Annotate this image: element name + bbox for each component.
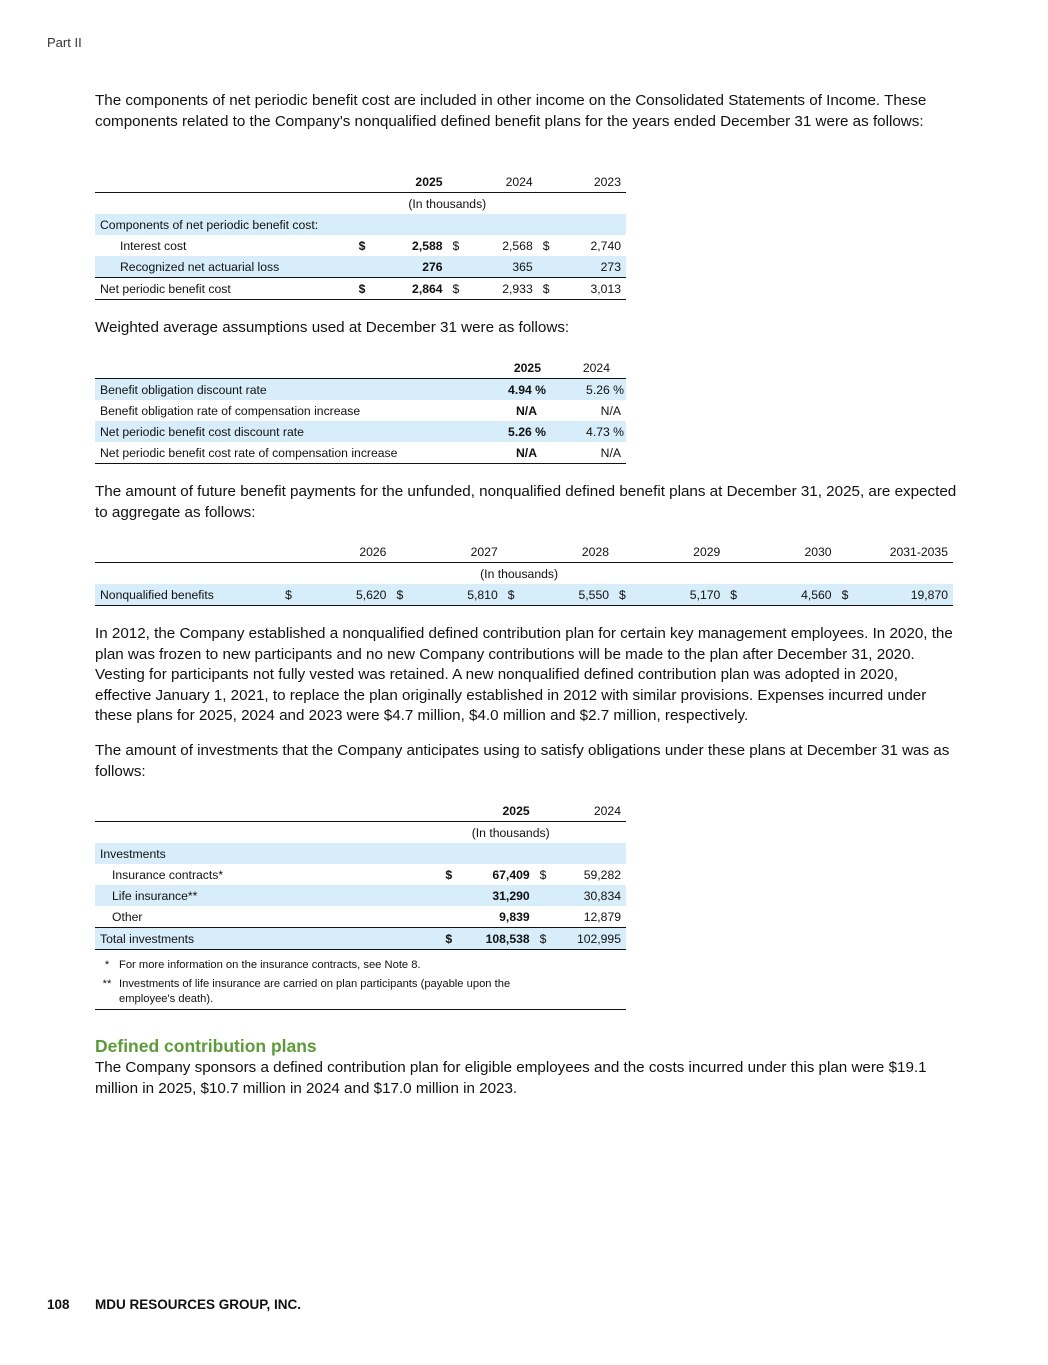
future-payments-table — [95, 541, 953, 606]
row-label: Other — [112, 909, 143, 924]
investments-table — [95, 800, 626, 950]
defined-contribution-paragraph: The Company sponsors a defined contribution plan for eligible employees and the costs incurred under this plan were $19.1 million in 2025, $10.7 million in 2024 and $17.0 million in 2023. — [95, 1059, 927, 1097]
dollar-sign: $ — [440, 928, 457, 950]
year-header: 2023 — [555, 171, 627, 193]
footnote-text: For more information on the insurance contracts, see Note 8. — [119, 959, 421, 971]
dollar-sign: $ — [280, 584, 297, 606]
row-label: Benefit obligation rate of compensation increase — [100, 403, 361, 418]
total-row — [95, 278, 626, 300]
assumptions-table — [95, 357, 626, 464]
cell-value: 5.26 % — [551, 379, 626, 401]
row-label: Insurance contracts* — [112, 867, 224, 882]
cell-value: N/A — [476, 442, 551, 464]
cell-value: 4,560 — [742, 584, 837, 606]
footnote-mark: * — [104, 959, 110, 971]
investments-paragraph: The amount of investments that the Company anticipates using to satisfy obligations under these plans at December 31 was as follows: — [95, 742, 950, 780]
cell-value: 2,864 — [370, 278, 447, 300]
dollar-sign: $ — [391, 584, 408, 606]
row-label: Total investments — [95, 928, 440, 950]
cell-value: 4.94 % — [476, 379, 551, 401]
table-row — [95, 442, 626, 464]
cell-value: N/A — [516, 403, 537, 418]
payments-paragraph: The amount of future benefit payments for the unfunded, nonqualified defined benefit plans at December 31, 2025, are expected to aggregate as follows: — [95, 483, 957, 521]
row-label: Net periodic benefit cost — [95, 278, 354, 300]
units-label: (In thousands) — [408, 196, 487, 211]
cell-value: N/A — [551, 442, 626, 464]
cell-value: 5.26 % — [476, 421, 551, 442]
section-heading: Defined contribution plans — [95, 1036, 317, 1056]
footnote-text: Investments of life insurance are carried on plan participants (payable upon the employee's death). — [119, 978, 511, 1005]
page-number: 108 — [47, 1297, 70, 1312]
dollar-sign: $ — [358, 238, 366, 253]
cell-value: 4.73 % — [551, 421, 626, 442]
units-label: (In thousands) — [471, 825, 550, 840]
year-header: 2031-2035 — [889, 544, 948, 559]
cell-value: 2,933 — [464, 278, 537, 300]
part-label: Part II — [47, 35, 82, 50]
cell-value: 9,839 — [499, 909, 530, 924]
cell-value: 102,995 — [551, 928, 626, 950]
year-header: 2028 — [581, 544, 610, 559]
section-label: Investments — [95, 843, 626, 864]
footnote-mark: ** — [102, 978, 112, 990]
cell-value: N/A — [600, 403, 621, 418]
year-header: 2025 — [457, 800, 534, 822]
dollar-sign: $ — [538, 278, 555, 300]
cell-value: 108,538 — [457, 928, 534, 950]
cell-value: 19,870 — [853, 584, 953, 606]
table-row — [95, 379, 626, 401]
cell-value: 5,810 — [408, 584, 503, 606]
table-row — [95, 885, 626, 906]
units-label: (In thousands) — [280, 563, 953, 585]
dollar-sign: $ — [539, 867, 547, 882]
cell-value: 273 — [555, 256, 627, 278]
table-row — [95, 256, 626, 278]
footnotes — [95, 956, 626, 1010]
year-header: 2027 — [470, 544, 498, 559]
table-row — [95, 400, 626, 421]
row-label: Life insurance** — [95, 885, 440, 906]
row-label: Benefit obligation discount rate — [95, 379, 476, 401]
row-label: Net periodic benefit cost rate of compensation increase — [95, 442, 476, 464]
dollar-sign: $ — [535, 928, 552, 950]
table-row — [95, 584, 953, 606]
benefit-cost-table — [95, 171, 626, 300]
cell-value: 5,170 — [631, 584, 726, 606]
dollar-sign: $ — [448, 278, 465, 300]
dollar-sign: $ — [354, 278, 371, 300]
year-header: 2029 — [693, 544, 721, 559]
cell-value: 5,620 — [297, 584, 392, 606]
section-label: Components of net periodic benefit cost: — [95, 214, 626, 235]
cell-value: 59,282 — [583, 867, 621, 882]
dollar-sign: $ — [503, 584, 520, 606]
year-header: 2026 — [359, 544, 387, 559]
intro-paragraph: The components of net periodic benefit cost are included in other income on the Consolidated Statements of Income. These components related to the Company's nonqualified defined benefit plans for the years ended December 31 were as follows: — [95, 92, 927, 130]
row-label: Nonqualified benefits — [95, 584, 280, 606]
cell-value: 365 — [464, 256, 537, 278]
row-label: Interest cost — [120, 238, 187, 253]
year-header: 2030 — [804, 544, 832, 559]
cell-value: 67,409 — [492, 867, 530, 882]
table-row — [95, 235, 626, 256]
contribution-paragraph: In 2012, the Company established a nonqualified defined contribution plan for certain key management employees. In 2020, the plan was frozen to new participants and no new Company contributions will be made to the plan after December 31, 2020. Vesting for participants not fully vested was retained. A new nonqualified defined contribution plan was adopted in 2020, effective January 1, 2021, to replace the plan originally established in 2012 with similar provisions. Expenses incurred under these plans for 2025, 2024 and 2023 were $4.7 million, $4.0 million and $2.7 million, respectively. — [95, 625, 953, 725]
dollar-sign: $ — [614, 584, 631, 606]
cell-value: 276 — [370, 256, 447, 278]
dollar-sign: $ — [725, 584, 742, 606]
table-row — [95, 906, 626, 928]
total-row — [95, 928, 626, 950]
cell-value: 12,879 — [583, 909, 621, 924]
dollar-sign: $ — [542, 238, 550, 253]
dollar-sign: $ — [452, 238, 460, 253]
year-header: 2025 — [370, 171, 447, 193]
table-row — [95, 864, 626, 885]
year-header: 2024 — [551, 357, 626, 379]
row-label: Net periodic benefit cost discount rate — [95, 421, 476, 442]
cell-value: 2,568 — [502, 238, 533, 253]
cell-value: 2,740 — [590, 238, 621, 253]
cell-value: 31,290 — [457, 885, 534, 906]
year-header: 2024 — [551, 800, 626, 822]
year-header: 2025 — [476, 357, 551, 379]
dollar-sign: $ — [837, 584, 854, 606]
cell-value: 30,834 — [551, 885, 626, 906]
company-name: MDU RESOURCES GROUP, INC. — [95, 1297, 302, 1312]
dollar-sign: $ — [445, 867, 453, 882]
table-row — [95, 421, 626, 442]
row-label: Recognized net actuarial loss — [95, 256, 354, 278]
cell-value: 5,550 — [520, 584, 615, 606]
year-header: 2024 — [464, 171, 537, 193]
assumptions-paragraph: Weighted average assumptions used at December 31 were as follows: — [95, 319, 570, 336]
cell-value: 2,588 — [412, 238, 443, 253]
cell-value: 3,013 — [555, 278, 627, 300]
